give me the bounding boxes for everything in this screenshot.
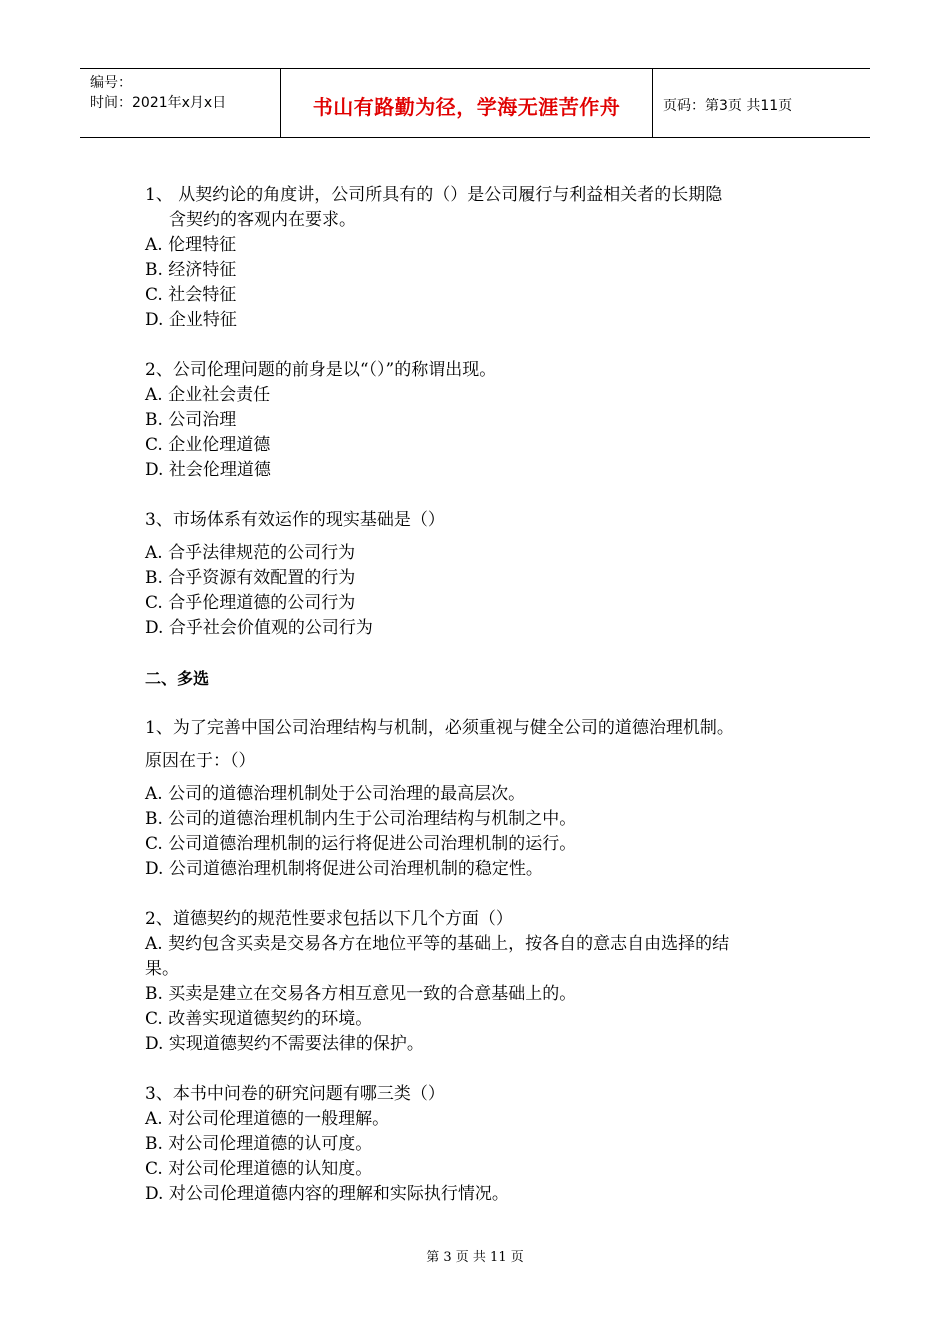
option: D. 公司道德治理机制将促进公司治理机制的稳定性。 [145,859,543,879]
option: C. 改善实现道德契约的环境。 [145,1009,373,1029]
header-motto: 书山有路勤为径，学海无涯苦作舟 [281,69,653,137]
question-text-continued: 原因在于：（） [145,751,256,771]
option: D. 实现道德契约不需要法律的保护。 [145,1034,424,1054]
question-block [145,508,810,641]
option: A. 契约包含买卖是交易各方在地位平等的基础上，按各自的意志自由选择的结 [145,934,730,954]
header-page-info: 页码：第3页 共11页 [663,98,793,114]
option: D. 对公司伦理道德内容的理解和实际执行情况。 [145,1184,509,1204]
question-text: 1、为了完善中国公司治理结构与机制，必须重视与健全公司的道德治理机制。 [145,718,734,738]
option: B. 公司治理 [145,410,237,430]
number-label: 编号： [90,75,132,91]
page-footer: 第 3 页 共 11 页 [426,1250,524,1265]
option: D. 企业特征 [145,310,237,330]
question-text: 1、 从契约论的角度讲，公司所具有的（）是公司履行与利益相关者的长期隐 [145,185,723,205]
option: A. 伦理特征 [145,235,237,255]
option: C. 公司道德治理机制的运行将促进公司治理机制的运行。 [145,834,577,854]
question-text: 2、道德契约的规范性要求包括以下几个方面（） [145,909,513,929]
question-block [145,1082,810,1207]
document-body [145,183,810,1207]
option: A. 合乎法律规范的公司行为 [145,543,356,563]
question-block [145,907,810,1057]
question-text: 2、公司伦理问题的前身是以“（）”的称谓出现。 [145,360,497,380]
option: C. 合乎伦理道德的公司行为 [145,593,356,613]
option: B. 对公司伦理道德的认可度。 [145,1134,373,1154]
option: B. 合乎资源有效配置的行为 [145,568,356,588]
question-text: 3、本书中问卷的研究问题有哪三类（） [145,1084,445,1104]
question-text-continued: 含契约的客观内在要求。 [169,210,356,230]
option: B. 公司的道德治理机制内生于公司治理结构与机制之中。 [145,809,577,829]
page-header [80,68,870,138]
header-meta-cell [80,69,281,137]
option: B. 经济特征 [145,260,237,280]
section-title: 二、多选 [145,669,210,688]
time-label: 时间：2021年x月x日 [90,95,227,111]
option: C. 企业伦理道德 [145,435,271,455]
question-block [145,716,810,882]
option: C. 社会特征 [145,285,237,305]
option: A. 企业社会责任 [145,385,271,405]
option: C. 对公司伦理道德的认知度。 [145,1159,373,1179]
option: D. 社会伦理道德 [145,460,271,480]
question-block [145,183,810,333]
question-block [145,358,810,483]
option: D. 合乎社会价值观的公司行为 [145,618,373,638]
question-text: 3、市场体系有效运作的现实基础是（） [145,510,445,530]
option: A. 对公司伦理道德的一般理解。 [145,1109,390,1129]
option: A. 公司的道德治理机制处于公司治理的最高层次。 [145,784,526,804]
option-continued: 果。 [145,959,179,979]
option: B. 买卖是建立在交易各方相互意见一致的合意基础上的。 [145,984,577,1004]
